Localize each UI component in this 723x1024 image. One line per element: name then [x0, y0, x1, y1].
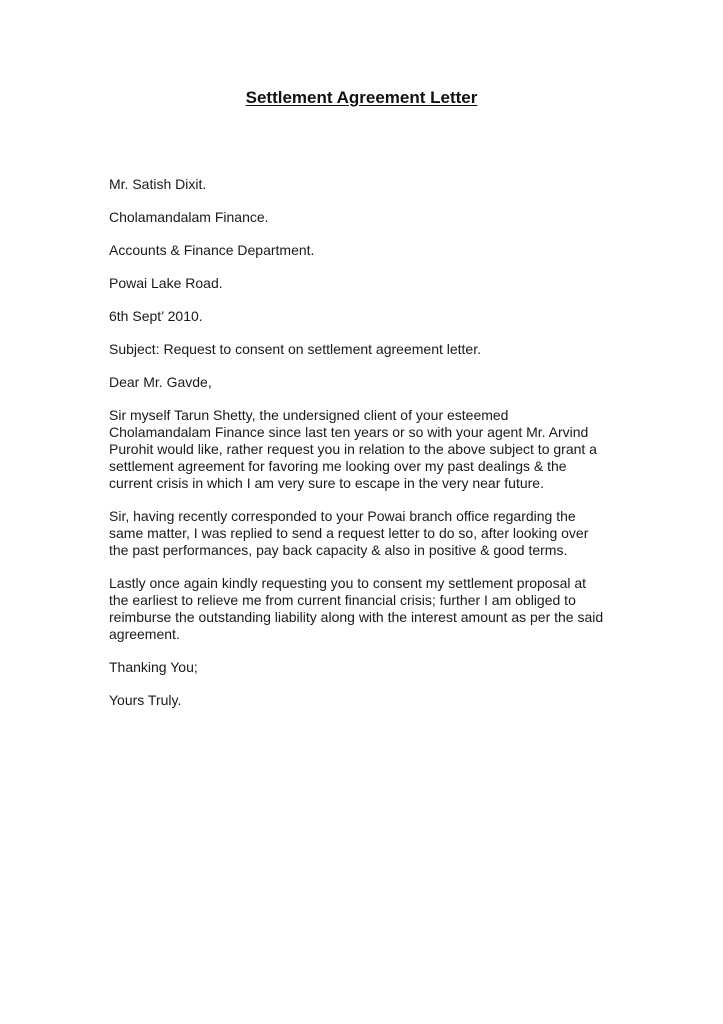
recipient-address: Powai Lake Road. [109, 275, 223, 291]
letter-body [109, 176, 609, 725]
letter-thanks: Thanking You; [109, 659, 198, 675]
letter-paragraph-2: Sir, having recently corresponded to your Powai branch office regarding the same matter, I was replied to send a request letter to do so, after looking over the past performances, pay back capacity & also in positive & good terms. [109, 508, 589, 558]
letter-paragraph-1: Sir myself Tarun Shetty, the undersigned client of your esteemed Cholamandalam Finance since last ten years or so with your agent Mr. Arvind Purohit would like, rather request you in relation to the above subject to grant a settlement agreement for favoring me looking over my past dealings & the current crisis in which I am very sure to escape in the very near future. [109, 407, 597, 491]
recipient-name: Mr. Satish Dixit. [109, 176, 207, 192]
letter-date: 6th Sept’ 2010. [109, 308, 203, 324]
letter-closing: Yours Truly. [109, 692, 182, 708]
recipient-company: Cholamandalam Finance. [109, 209, 269, 225]
recipient-department: Accounts & Finance Department. [109, 242, 315, 258]
letter-subject: Subject: Request to consent on settlement agreement letter. [109, 341, 481, 357]
letter-title: Settlement Agreement Letter [245, 88, 478, 107]
letter-paragraph-3: Lastly once again kindly requesting you to consent my settlement proposal at the earliest to relieve me from current financial crisis; further I am obliged to reimburse the outstanding liability along with the interest amount as per the said agreement. [109, 575, 604, 642]
letter-salutation: Dear Mr. Gavde, [109, 374, 212, 390]
